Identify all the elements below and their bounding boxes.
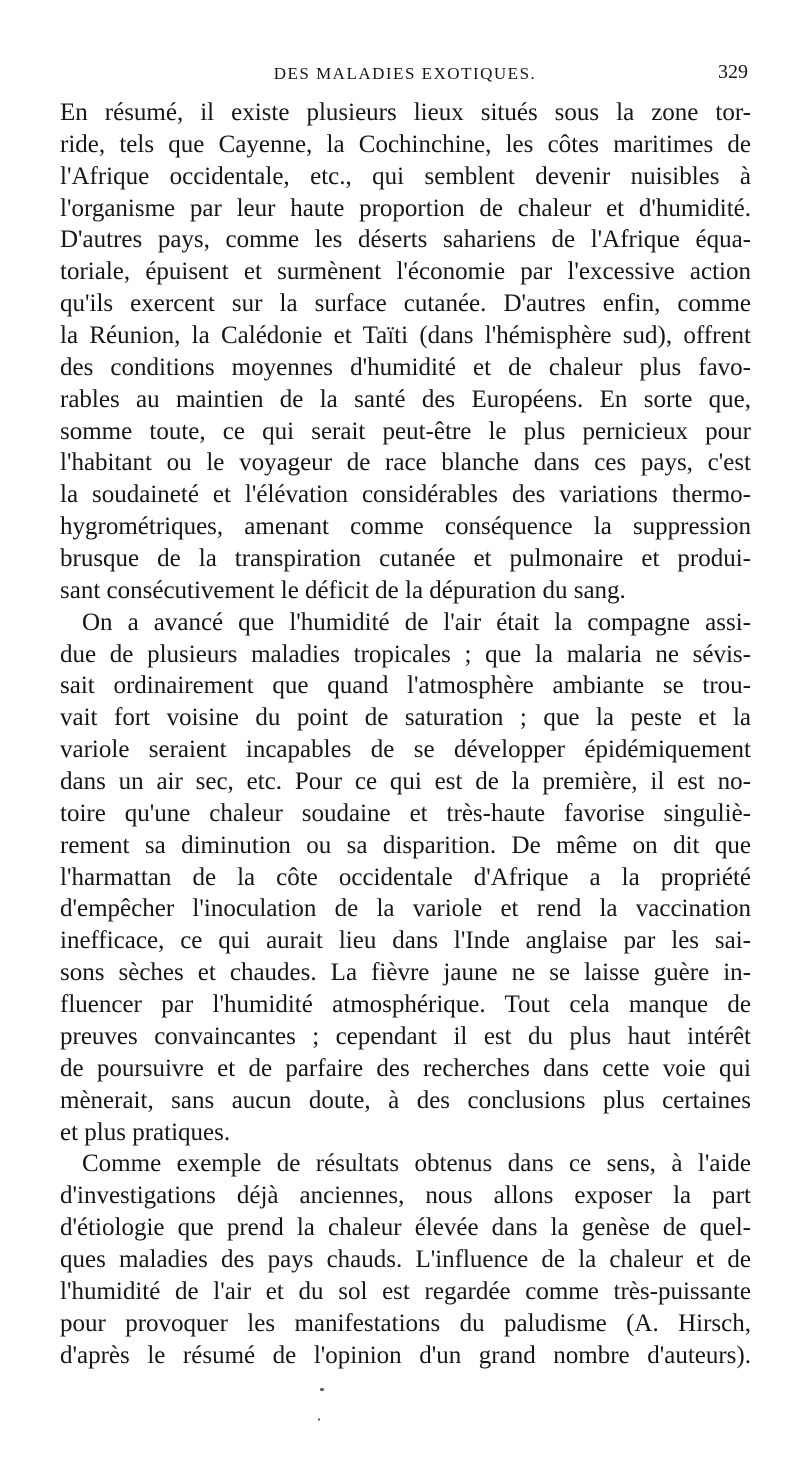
text-line: ques maladies des pays chauds. L'influence de la chaleur et de [60,1245,751,1273]
paragraph-2 [60,607,751,1149]
text-line: d'empêcher l'inoculation de la variole et rend la vaccination [60,895,751,923]
text-line: sait ordinairement que quand l'atmosphère ambiante se trou- [60,672,751,700]
text-line: toire qu'une chaleur soudaine et très-haute favorise singuliè- [60,799,751,827]
paragraph-3 [60,1148,751,1371]
text-line: dans un air sec, etc. Pour ce qui est de la première, il est no- [60,768,751,796]
text-line: pour provoquer les manifestations du paludisme (A. Hirsch, [60,1309,751,1337]
text-line: d'investigations déjà anciennes, nous allons exposer la part [60,1182,751,1210]
text-line: sant consécutivement le déficit de la dépuration du sang. [60,576,626,604]
text-line: hygrométriques, amenant comme conséquence la suppression [60,513,751,541]
text-line: fluencer par l'humidité atmosphérique. Tout cela manque de [60,991,751,1019]
print-specks [318,1388,328,1428]
text-line: rables au maintien de la santé des Européens. En sorte que, [60,385,751,413]
ink-speck [318,1418,320,1421]
text-line: inefficace, ce qui aurait lieu dans l'Inde anglaise par les sai- [60,927,751,955]
running-title: DES MALADIES EXOTIQUES. [273,64,537,83]
text-line: toriale, épuisent et surmènent l'économie par l'excessive action [60,258,751,286]
body-text [60,97,751,1371]
text-line: et plus pratiques. [60,1118,231,1146]
text-line: somme toute, ce qui serait peut-être le plus pernicieux pour [60,417,751,445]
text-line: preuves convaincantes ; cependant il est du plus haut intérêt [60,1022,751,1050]
text-line: due de plusieurs maladies tropicales ; que la malaria ne sévis- [60,640,751,668]
page-number: 329 [718,61,748,83]
text-line: d'étiologie que prend la chaleur élevée dans la genèse de quel- [60,1214,751,1242]
text-line: des conditions moyennes d'humidité et de chaleur plus favo- [60,353,751,381]
text-line: brusque de la transpiration cutanée et pulmonaire et produi- [60,545,751,573]
text-line: variole seraient incapables de se développer épidémiquement [60,736,751,764]
text-line: ride, tels que Cayenne, la Cochinchine, les côtes maritimes de [60,130,751,158]
text-line: mènerait, sans aucun doute, à des conclusions plus certaines [60,1086,751,1114]
text-line: rement sa diminution ou sa disparition. De même on dit que [60,831,751,859]
text-line: l'humidité de l'air et du sol est regardée comme très-puissante [60,1277,751,1305]
paragraph-1 [60,97,751,607]
text-line: l'harmattan de la côte occidentale d'Afrique a la propriété [60,863,751,891]
text-line: D'autres pays, comme les déserts sahariens de l'Afrique équa- [60,226,751,254]
text-line: On a avancé que l'humidité de l'air était la compagne assi- [82,608,751,636]
text-line: de poursuivre et de parfaire des recherches dans cette voie qui [60,1054,751,1082]
text-line: l'organisme par leur haute proportion de chaleur et d'humidité. [60,194,751,222]
text-line: l'habitant ou le voyageur de race blanche dans ces pays, c'est [60,449,751,477]
text-line: la soudaineté et l'élévation considérables des variations thermo- [60,481,751,509]
text-line: En résumé, il existe plusieurs lieux situés sous la zone tor- [60,99,751,126]
ink-speck [320,1388,324,1391]
text-line: Comme exemple de résultats obtenus dans ce sens, à l'aide [82,1150,751,1178]
text-line: l'Afrique occidentale, etc., qui semblent devenir nuisibles à [60,162,751,190]
text-line: la Réunion, la Calédonie et Taïti (dans l'hémisphère sud), offrent [60,322,751,350]
text-line: qu'ils exercent sur la surface cutanée. D'autres enfin, comme [60,290,751,318]
running-head [60,60,750,90]
text-line: sons sèches et chaudes. La fièvre jaune ne se laisse guère in- [60,959,751,987]
text-line: d'après le résumé de l'opinion d'un grand nombre d'auteurs). [60,1341,751,1369]
text-line: vait fort voisine du point de saturation ; que la peste et la [60,704,751,732]
